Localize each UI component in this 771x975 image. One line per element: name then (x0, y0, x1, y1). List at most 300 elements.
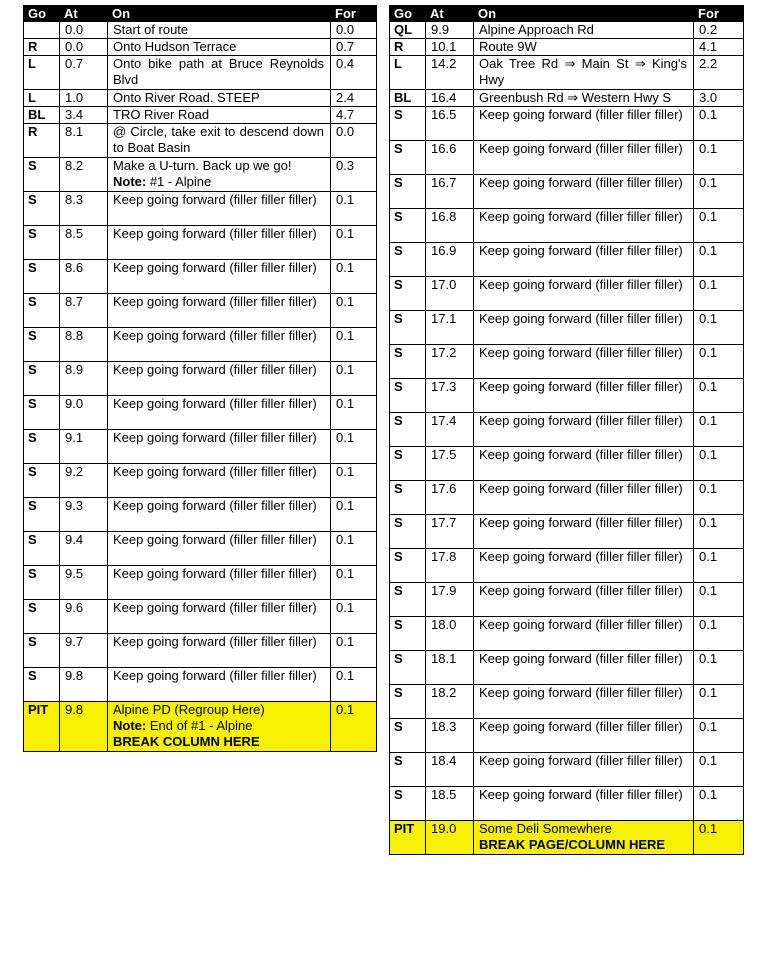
cue-at: 9.1 (60, 430, 108, 464)
cue-go: R (24, 39, 60, 56)
cue-on-text: Keep going forward (filler filler filler) (479, 447, 683, 462)
cue-go: S (24, 668, 60, 702)
cue-go: S (24, 260, 60, 294)
cue-go: S (24, 362, 60, 396)
cue-on (474, 515, 694, 549)
cue-go: S (24, 600, 60, 634)
cue-go: S (24, 464, 60, 498)
cue-go: S (390, 515, 426, 549)
cue-for: 0.1 (694, 277, 744, 311)
cue-on-text: Keep going forward (filler filler filler) (479, 515, 683, 530)
cue-go: L (24, 56, 60, 90)
cue-row (390, 787, 744, 821)
cue-on-text: Keep going forward (filler filler filler) (479, 413, 683, 428)
cue-at: 18.1 (426, 651, 474, 685)
cue-on (474, 583, 694, 617)
cue-row (24, 39, 377, 56)
cue-on-text: Keep going forward (filler filler filler) (479, 481, 683, 496)
cue-on-text: Keep going forward (filler filler filler) (479, 141, 683, 156)
note-text: End of #1 - Alpine (146, 718, 253, 733)
cue-for: 0.1 (331, 668, 377, 702)
cue-go: S (24, 498, 60, 532)
cue-row (390, 617, 744, 651)
cue-on-text: Keep going forward (filler filler filler) (479, 685, 683, 700)
cue-at: 9.9 (426, 22, 474, 39)
cue-on (474, 617, 694, 651)
cue-on-text: Keep going forward (filler filler filler) (113, 362, 317, 377)
cue-for: 0.1 (331, 532, 377, 566)
header-at: At (426, 6, 474, 22)
cue-on-text: Keep going forward (filler filler filler) (113, 328, 317, 343)
cue-go: S (24, 158, 60, 192)
cue-go: S (390, 243, 426, 277)
cue-row (24, 192, 377, 226)
cue-on (474, 379, 694, 413)
cue-on (108, 158, 331, 192)
cue-at: 16.6 (426, 141, 474, 175)
cue-for: 0.1 (694, 753, 744, 787)
cue-go: S (24, 192, 60, 226)
cue-for: 0.0 (331, 22, 377, 39)
cue-on-text: Keep going forward (filler filler filler) (479, 583, 683, 598)
cue-at: 18.5 (426, 787, 474, 821)
cue-for: 2.4 (331, 90, 377, 107)
cue-go: S (390, 719, 426, 753)
cue-on-text: Keep going forward (filler filler filler) (113, 226, 317, 241)
cue-at: 8.3 (60, 192, 108, 226)
cue-on-text: Make a U-turn. Back up we go! (113, 158, 292, 173)
cue-row (390, 39, 744, 56)
cue-on-text: Keep going forward (filler filler filler) (113, 532, 317, 547)
cue-on-text: Keep going forward (filler filler filler) (479, 209, 683, 224)
cue-on-text: Keep going forward (filler filler filler) (479, 311, 683, 326)
cue-on (474, 209, 694, 243)
cue-for: 0.3 (331, 158, 377, 192)
cue-go: S (390, 651, 426, 685)
cue-for: 0.0 (331, 124, 377, 158)
cue-on (108, 39, 331, 56)
cue-at: 10.1 (426, 39, 474, 56)
cue-at: 8.9 (60, 362, 108, 396)
cue-go: S (390, 107, 426, 141)
cue-row (24, 107, 377, 124)
cue-on-text: Keep going forward (filler filler filler) (479, 787, 683, 802)
cue-go: S (24, 294, 60, 328)
cue-at: 17.1 (426, 311, 474, 345)
cue-go: BL (24, 107, 60, 124)
cue-on-text: Keep going forward (filler filler filler) (113, 498, 317, 513)
cue-go: S (390, 481, 426, 515)
cue-at: 17.0 (426, 277, 474, 311)
cue-for: 0.1 (694, 481, 744, 515)
cue-on (108, 430, 331, 464)
cue-on-text: Onto Hudson Terrace (113, 39, 237, 54)
right-cue-sheet-table (389, 5, 744, 855)
cue-at: 18.2 (426, 685, 474, 719)
cue-row (24, 124, 377, 158)
cue-for: 0.1 (694, 549, 744, 583)
cue-for: 0.1 (331, 396, 377, 430)
cue-for: 0.1 (694, 345, 744, 379)
cue-on-text: Keep going forward (filler filler filler) (479, 277, 683, 292)
cue-on (474, 787, 694, 821)
cue-for: 0.1 (694, 651, 744, 685)
cue-go: S (390, 277, 426, 311)
cue-for: 0.1 (694, 685, 744, 719)
cue-for: 0.1 (694, 515, 744, 549)
cue-on (474, 141, 694, 175)
cue-at: 9.5 (60, 566, 108, 600)
cue-row (390, 379, 744, 413)
cue-on (474, 345, 694, 379)
cue-on (474, 651, 694, 685)
cue-at: 17.7 (426, 515, 474, 549)
header-at: At (60, 6, 108, 22)
note-label: Note: (113, 174, 147, 189)
cue-at: 8.7 (60, 294, 108, 328)
cue-go: L (390, 56, 426, 90)
cue-go: QL (390, 22, 426, 39)
cue-on (108, 668, 331, 702)
cue-on-text: TRO River Road (113, 107, 210, 122)
cue-row (390, 277, 744, 311)
cue-on (474, 107, 694, 141)
cue-for: 0.1 (694, 379, 744, 413)
cue-on-text: Some Deli Somewhere (479, 821, 612, 836)
cue-row (390, 22, 744, 39)
cue-for: 0.1 (331, 328, 377, 362)
cue-at: 0.7 (60, 56, 108, 90)
cue-go: PIT (24, 702, 60, 752)
cue-on (474, 243, 694, 277)
cue-on-text: Keep going forward (filler filler filler) (113, 260, 317, 275)
cue-on-text: @ Circle, take exit to descend down to Boat Basin (113, 124, 324, 155)
cue-row (390, 243, 744, 277)
cue-go: S (390, 583, 426, 617)
pit-row (390, 821, 744, 855)
cue-at: 17.2 (426, 345, 474, 379)
cue-go: S (390, 787, 426, 821)
cue-for: 0.1 (694, 617, 744, 651)
header-for: For (331, 6, 377, 22)
cue-on-text: Keep going forward (filler filler filler) (479, 753, 683, 768)
cue-on-text: Keep going forward (filler filler filler) (113, 294, 317, 309)
cue-on-text: Keep going forward (filler filler filler) (479, 107, 683, 122)
cue-row (390, 90, 744, 107)
cue-for: 0.1 (331, 498, 377, 532)
cue-on-text: Alpine PD (Regroup Here) (113, 702, 265, 717)
cue-on-text: Keep going forward (filler filler filler) (113, 192, 317, 207)
cue-for: 0.1 (694, 175, 744, 209)
cue-for: 2.2 (694, 56, 744, 90)
cue-on-text: Keep going forward (filler filler filler) (113, 668, 317, 683)
cue-on-text: Keep going forward (filler filler filler) (479, 651, 683, 666)
cue-row (24, 158, 377, 192)
header-row (390, 6, 744, 22)
cue-on-text: Start of route (113, 22, 189, 37)
cue-on (108, 90, 331, 107)
cue-at: 9.7 (60, 634, 108, 668)
cue-for: 0.4 (331, 56, 377, 90)
cue-go (24, 22, 60, 39)
cue-on (108, 107, 331, 124)
cue-for: 0.1 (694, 209, 744, 243)
cue-on (108, 294, 331, 328)
cue-at: 19.0 (426, 821, 474, 855)
cue-for: 0.1 (331, 566, 377, 600)
cue-on-text: Keep going forward (filler filler filler) (479, 549, 683, 564)
cue-go: R (390, 39, 426, 56)
cue-row (24, 600, 377, 634)
cue-row (390, 56, 744, 90)
cue-on (474, 277, 694, 311)
cue-at: 0.0 (60, 39, 108, 56)
cue-at: 9.6 (60, 600, 108, 634)
cue-row (24, 668, 377, 702)
cue-row (390, 175, 744, 209)
cue-for: 0.1 (694, 311, 744, 345)
cue-on-text: Keep going forward (filler filler filler) (479, 175, 683, 190)
cue-row (390, 311, 744, 345)
cue-row (390, 345, 744, 379)
cue-row (24, 294, 377, 328)
cue-go: S (24, 430, 60, 464)
cue-on (108, 532, 331, 566)
cue-go: S (390, 209, 426, 243)
cue-at: 14.2 (426, 56, 474, 90)
cue-row (24, 532, 377, 566)
cue-at: 17.3 (426, 379, 474, 413)
cue-for: 3.0 (694, 90, 744, 107)
cue-on (108, 226, 331, 260)
cue-for: 0.2 (694, 22, 744, 39)
cue-row (24, 328, 377, 362)
cue-go: L (24, 90, 60, 107)
cue-go: S (390, 549, 426, 583)
cue-row (24, 396, 377, 430)
cue-for: 0.7 (331, 39, 377, 56)
cue-for: 0.1 (331, 192, 377, 226)
cue-on-text: Keep going forward (filler filler filler) (479, 345, 683, 360)
cue-for: 0.1 (694, 583, 744, 617)
cue-row (24, 362, 377, 396)
cue-row (24, 90, 377, 107)
header-go: Go (24, 6, 60, 22)
cue-on (474, 719, 694, 753)
header-on: On (474, 6, 694, 22)
cue-go: BL (390, 90, 426, 107)
cue-at: 9.4 (60, 532, 108, 566)
cue-on-text: Oak Tree Rd ⇒ Main St ⇒ King's Hwy (479, 56, 687, 87)
cue-row (390, 209, 744, 243)
cue-for: 0.1 (694, 821, 744, 855)
cue-on-text: Keep going forward (filler filler filler) (479, 719, 683, 734)
cue-row (24, 226, 377, 260)
cue-at: 18.3 (426, 719, 474, 753)
cue-on (474, 481, 694, 515)
cue-for: 0.1 (331, 260, 377, 294)
cue-go: S (24, 532, 60, 566)
cue-row (390, 651, 744, 685)
cue-for: 0.1 (331, 600, 377, 634)
header-row (24, 6, 377, 22)
cue-on (474, 753, 694, 787)
cue-for: 0.1 (331, 702, 377, 752)
cue-on (108, 396, 331, 430)
cue-go: S (24, 226, 60, 260)
cue-on (474, 821, 694, 855)
cue-go: S (390, 413, 426, 447)
cue-on-text: Alpine Approach Rd (479, 22, 594, 37)
cue-for: 0.1 (331, 430, 377, 464)
cue-on-text: Keep going forward (filler filler filler) (113, 464, 317, 479)
cue-for: 0.1 (694, 447, 744, 481)
cue-at: 9.8 (60, 702, 108, 752)
cue-on (474, 413, 694, 447)
cue-on-text: Keep going forward (filler filler filler) (113, 430, 317, 445)
cue-go: S (24, 566, 60, 600)
break-text: BREAK COLUMN HERE (113, 734, 260, 749)
cue-go: S (390, 345, 426, 379)
cue-for: 0.1 (331, 294, 377, 328)
cue-for: 0.1 (331, 464, 377, 498)
cue-on-text: Onto River Road. STEEP (113, 90, 260, 105)
cue-on (474, 549, 694, 583)
cue-on (108, 464, 331, 498)
cue-on (474, 685, 694, 719)
cue-for: 0.1 (694, 413, 744, 447)
cue-on (108, 362, 331, 396)
cue-row (24, 464, 377, 498)
cue-row (390, 549, 744, 583)
cue-at: 9.0 (60, 396, 108, 430)
cue-on (108, 328, 331, 362)
cue-go: S (390, 753, 426, 787)
cue-on-text: Keep going forward (filler filler filler) (113, 600, 317, 615)
cue-for: 0.1 (694, 107, 744, 141)
cue-row (390, 107, 744, 141)
cue-on-text: Greenbush Rd ⇒ Western Hwy S (479, 90, 672, 105)
cue-on (108, 498, 331, 532)
cue-go: S (390, 311, 426, 345)
cue-on (108, 634, 331, 668)
cue-at: 9.3 (60, 498, 108, 532)
cue-on (474, 175, 694, 209)
cue-go: S (390, 141, 426, 175)
cue-at: 8.1 (60, 124, 108, 158)
cue-go: S (24, 634, 60, 668)
cue-on (108, 124, 331, 158)
cue-row (390, 413, 744, 447)
cue-row (24, 634, 377, 668)
cue-for: 0.1 (331, 226, 377, 260)
cue-on (474, 311, 694, 345)
cue-on (474, 56, 694, 90)
cue-row (24, 22, 377, 39)
note-label: Note: (113, 718, 147, 733)
cue-for: 0.1 (331, 362, 377, 396)
cue-go: S (390, 685, 426, 719)
cue-for: 4.7 (331, 107, 377, 124)
cue-at: 16.5 (426, 107, 474, 141)
cue-at: 8.6 (60, 260, 108, 294)
cue-go: S (390, 175, 426, 209)
cue-on (474, 22, 694, 39)
cue-at: 17.6 (426, 481, 474, 515)
cue-row (390, 753, 744, 787)
cue-go: S (390, 447, 426, 481)
cue-row (390, 515, 744, 549)
cue-for: 0.1 (694, 141, 744, 175)
cue-go: PIT (390, 821, 426, 855)
cue-on (108, 702, 331, 752)
left-cue-sheet-table (23, 5, 377, 752)
cue-row (390, 685, 744, 719)
cue-row (24, 566, 377, 600)
cue-at: 17.8 (426, 549, 474, 583)
cue-at: 17.5 (426, 447, 474, 481)
cue-at: 18.0 (426, 617, 474, 651)
cue-on-text: Keep going forward (filler filler filler) (113, 566, 317, 581)
cue-for: 0.1 (694, 787, 744, 821)
cue-on (474, 90, 694, 107)
cue-at: 1.0 (60, 90, 108, 107)
cue-at: 16.7 (426, 175, 474, 209)
cue-at: 18.4 (426, 753, 474, 787)
cue-row (390, 719, 744, 753)
cue-at: 9.2 (60, 464, 108, 498)
cue-at: 16.9 (426, 243, 474, 277)
note-text: #1 - Alpine (146, 174, 212, 189)
cue-on (108, 22, 331, 39)
cue-go: S (24, 328, 60, 362)
cue-go: S (390, 379, 426, 413)
cue-row (390, 583, 744, 617)
cue-row (24, 260, 377, 294)
cue-at: 0.0 (60, 22, 108, 39)
cue-on-text: Keep going forward (filler filler filler) (113, 634, 317, 649)
cue-on (474, 39, 694, 56)
cue-row (390, 481, 744, 515)
cue-row (390, 447, 744, 481)
cue-at: 8.2 (60, 158, 108, 192)
cue-for: 4.1 (694, 39, 744, 56)
cue-row (24, 56, 377, 90)
cue-on (108, 600, 331, 634)
cue-at: 8.5 (60, 226, 108, 260)
cue-at: 17.4 (426, 413, 474, 447)
header-on: On (108, 6, 331, 22)
cue-on-text: Onto bike path at Bruce Reynolds Blvd (113, 56, 324, 87)
cue-row (390, 141, 744, 175)
cue-at: 3.4 (60, 107, 108, 124)
cue-on (108, 56, 331, 90)
cue-on (474, 447, 694, 481)
cue-for: 0.1 (694, 719, 744, 753)
cue-at: 16.8 (426, 209, 474, 243)
cue-on-text: Keep going forward (filler filler filler) (479, 617, 683, 632)
cue-at: 9.8 (60, 668, 108, 702)
cue-go: S (390, 617, 426, 651)
cue-at: 16.4 (426, 90, 474, 107)
header-go: Go (390, 6, 426, 22)
cue-on (108, 192, 331, 226)
cue-go: S (24, 396, 60, 430)
cue-row (24, 498, 377, 532)
cue-on-text: Route 9W (479, 39, 537, 54)
cue-at: 8.8 (60, 328, 108, 362)
header-for: For (694, 6, 744, 22)
